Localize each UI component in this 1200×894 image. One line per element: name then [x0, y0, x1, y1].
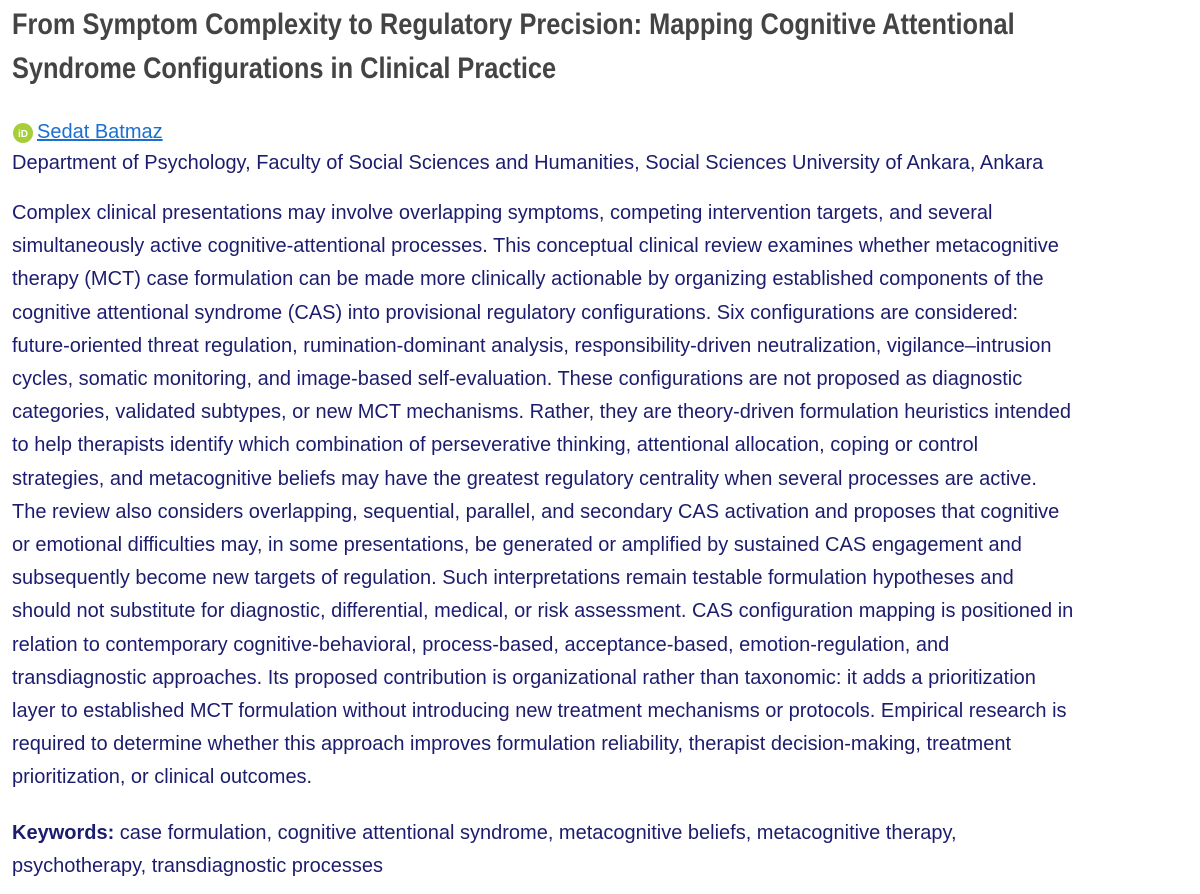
abstract-line: strategies, and metacognitive beliefs may have the greatest regulatory centrality when several processes are active.: [12, 467, 1037, 490]
abstract-line: prioritization, or clinical outcomes.: [12, 766, 313, 789]
keywords: [12, 817, 1192, 883]
keywords-line-1: [12, 817, 1192, 850]
abstract-line: cognitive attentional syndrome (CAS) into provisional regulatory configurations. Six configurations are considered:: [12, 301, 1019, 324]
keywords-text-2: psychotherapy, transdiagnostic processes: [12, 854, 383, 877]
author-row: [12, 117, 1192, 147]
abstract-line: categories, validated subtypes, or new MCT mechanisms. Rather, they are theory-driven formulation heuristics intended: [12, 401, 1072, 424]
abstract-line: or emotional difficulties may, in some presentations, be generated or amplified by sustained CAS engagement and: [12, 534, 1022, 557]
article-title: [12, 0, 1147, 91]
author-affiliation: Department of Psychology, Faculty of Social Sciences and Humanities, Social Sciences University of Ankara, Ankara: [12, 152, 1044, 174]
author-name-link[interactable]: Sedat Batmaz: [37, 121, 163, 143]
orcid-icon-text: iD: [18, 129, 28, 140]
abstract-line: subsequently become new targets of regulation. Such interpretations remain testable formulation hypotheses and: [12, 567, 1014, 590]
abstract-line: future-oriented threat regulation, rumination-dominant analysis, responsibility-driven neutralization, vigilance–intrusion: [12, 334, 1052, 357]
abstract: [12, 197, 1192, 795]
keywords-text-1: case formulation, cognitive attentional syndrome, metacognitive beliefs, metacognitive therapy,: [114, 821, 957, 844]
abstract-line: relation to contemporary cognitive-behavioral, process-based, acceptance-based, emotion-regulation, and: [12, 633, 950, 656]
article-title-line-1: From Symptom Complexity to Regulatory Precision: Mapping Cognitive Attentional: [12, 8, 1015, 41]
abstract-line: to help therapists identify which combination of perseverative thinking, attentional allocation, coping or control: [12, 434, 979, 457]
orcid-icon[interactable]: [13, 122, 33, 142]
abstract-line: transdiagnostic approaches. Its proposed contribution is organizational rather than taxonomic: it adds a prioritization: [12, 666, 1036, 689]
abstract-line: required to determine whether this approach improves formulation reliability, therapist decision-making, treatment: [12, 733, 1011, 756]
orcid-icon-graphic: [13, 123, 33, 143]
abstract-line: layer to established MCT formulation without introducing new treatment mechanisms or protocols. Empirical research is: [12, 700, 1067, 723]
abstract-line: The review also considers overlapping, sequential, parallel, and secondary CAS activation and proposes that cognitive: [12, 500, 1060, 523]
abstract-line: Complex clinical presentations may involve overlapping symptoms, competing intervention targets, and several: [12, 202, 993, 224]
abstract-line: cycles, somatic monitoring, and image-based self-evaluation. These configurations are not proposed as diagnostic: [12, 368, 1023, 391]
abstract-line: therapy (MCT) case formulation can be made more clinically actionable by organizing established components of the: [12, 268, 1044, 291]
keywords-label: Keywords:: [12, 821, 115, 844]
article-header: [12, 0, 1192, 883]
abstract-line: simultaneously active cognitive-attentional processes. This conceptual clinical review examines whether metacognitive: [12, 235, 1059, 258]
article-title-line-2: Syndrome Configurations in Clinical Practice: [12, 52, 557, 85]
abstract-line: should not substitute for diagnostic, differential, medical, or risk assessment. CAS configuration mapping is positioned in: [12, 600, 1074, 623]
